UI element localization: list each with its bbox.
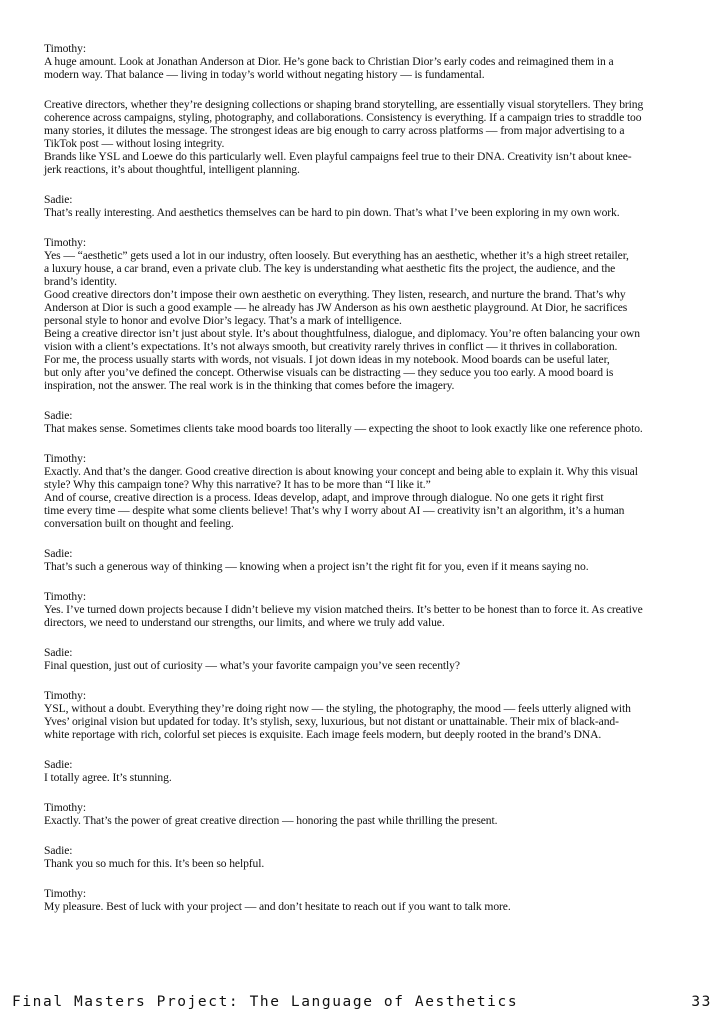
dialogue-line: Brands like YSL and Loewe do this particularly well. Even playful campaigns feel true to their DNA. Creativity isn’t about knee- xyxy=(44,150,632,163)
speaker-label: Sadie: xyxy=(44,409,73,422)
dialogue-line: Anderson at Dior is such a good example — he already has JW Anderson as his own aesthetic playground. At Dior, he sacrifices xyxy=(44,301,628,314)
speaker-label: Timothy: xyxy=(44,887,86,900)
dialogue-line: style? Why this campaign tone? Why this narrative? It has to be more than “I like it.” xyxy=(44,478,431,491)
dialogue-line: My pleasure. Best of luck with your project — and don’t hesitate to reach out if you want to talk more. xyxy=(44,900,511,913)
dialogue-line: inspiration, not the answer. The real work is in the thinking that comes before the imagery. xyxy=(44,379,455,392)
dialogue-block xyxy=(44,689,692,741)
dialogue-block xyxy=(44,801,692,827)
dialogue-block xyxy=(44,590,692,629)
speaker-label: Sadie: xyxy=(44,193,73,206)
dialogue-line: Good creative directors don’t impose their own aesthetic on everything. They listen, research, and nurture the brand. That’s why xyxy=(44,288,626,301)
footer-title: Final Masters Project: The Language of Aesthetics xyxy=(12,994,519,1010)
dialogue-line: jerk reactions, it’s about thoughtful, intelligent planning. xyxy=(44,163,300,176)
dialogue-line: And of course, creative direction is a process. Ideas develop, adapt, and improve through dialogue. No one gets it right first xyxy=(44,491,604,504)
dialogue-block xyxy=(44,844,692,870)
dialogue-line: coherence across campaigns, styling, photography, and collaborations. Consistency is everything. If a campaign tries to straddle too xyxy=(44,111,642,124)
dialogue-block xyxy=(44,887,692,913)
dialogue-line: Exactly. That’s the power of great creative direction — honoring the past while thrilling the present. xyxy=(44,814,498,827)
dialogue-line: I totally agree. It’s stunning. xyxy=(44,771,172,784)
dialogue-line: That’s really interesting. And aesthetics themselves can be hard to pin down. That’s what I’ve been exploring in my own work. xyxy=(44,206,620,219)
dialogue-line: Yves’ original vision but updated for today. It’s stylish, sexy, luxurious, but not distant or unattainable. Their mix of black-and- xyxy=(44,715,619,728)
speaker-label: Timothy: xyxy=(44,801,86,814)
dialogue-block xyxy=(44,98,692,176)
dialogue-line: personal style to honor and evolve Dior’s legacy. That’s a mark of intelligence. xyxy=(44,314,402,327)
dialogue-line: That’s such a generous way of thinking — knowing when a project isn’t the right fit for you, even if it means saying no. xyxy=(44,560,589,573)
dialogue-line: Creative directors, whether they’re designing collections or shaping brand storytelling, are essentially visual storytellers. They bring xyxy=(44,98,644,111)
interview-transcript xyxy=(44,42,692,930)
dialogue-line: Thank you so much for this. It’s been so helpful. xyxy=(44,857,265,870)
dialogue-block xyxy=(44,409,692,435)
dialogue-line: white reportage with rich, colorful set pieces is exquisite. Each image feels modern, but deeply rooted in the brand’s DNA. xyxy=(44,728,602,741)
speaker-label: Sadie: xyxy=(44,547,73,560)
dialogue-line: vision with a client’s expectations. It’s not always smooth, but creativity rarely thrives in conflict — it thrives in collaboration. xyxy=(44,340,618,353)
dialogue-line: but only after you’ve defined the concept. Otherwise visuals can be distracting — they seduce you too early. A mood board is xyxy=(44,366,614,379)
dialogue-line: Exactly. And that’s the danger. Good creative direction is about knowing your concept and being able to explain it. Why this visual xyxy=(44,465,638,478)
speaker-label: Sadie: xyxy=(44,844,73,857)
dialogue-block xyxy=(44,646,692,672)
dialogue-line: brand’s identity. xyxy=(44,275,117,288)
dialogue-line: many stories, it dilutes the message. The strongest ideas are big enough to carry across platforms — from major advertising to a xyxy=(44,124,625,137)
dialogue-line: For me, the process usually starts with words, not visuals. I jot down ideas in my notebook. Mood boards can be useful later, xyxy=(44,353,610,366)
dialogue-line: TikTok post — without losing integrity. xyxy=(44,137,225,150)
dialogue-line: time every time — despite what some clients believe! That’s why I worry about AI — creativity isn’t an algorithm, it’s a human xyxy=(44,504,625,517)
dialogue-line: Yes. I’ve turned down projects because I didn’t believe my vision matched theirs. It’s better to be honest than to force it. As creative xyxy=(44,603,643,616)
dialogue-line: YSL, without a doubt. Everything they’re doing right now — the styling, the photography, the mood — feels utterly aligned with xyxy=(44,702,631,715)
speaker-label: Sadie: xyxy=(44,646,73,659)
speaker-label: Timothy: xyxy=(44,452,86,465)
dialogue-block xyxy=(44,547,692,573)
dialogue-line: conversation built on thought and feeling. xyxy=(44,517,234,530)
speaker-label: Timothy: xyxy=(44,689,86,702)
speaker-label: Timothy: xyxy=(44,590,86,603)
dialogue-line: Being a creative director isn’t just about style. It’s about thoughtfulness, dialogue, and diplomacy. You’re often balancing your own xyxy=(44,327,640,340)
dialogue-line: A huge amount. Look at Jonathan Anderson at Dior. He’s gone back to Christian Dior’s early codes and reimagined them in a xyxy=(44,55,614,68)
dialogue-block xyxy=(44,42,692,81)
page-footer xyxy=(12,994,712,1014)
dialogue-line: That makes sense. Sometimes clients take mood boards too literally — expecting the shoot to look exactly like one reference photo. xyxy=(44,422,643,435)
page-number: 33 xyxy=(691,994,712,1010)
dialogue-block xyxy=(44,236,692,392)
speaker-label: Sadie: xyxy=(44,758,73,771)
dialogue-block xyxy=(44,758,692,784)
dialogue-line: modern way. That balance — living in today’s world without negating history — is fundamental. xyxy=(44,68,485,81)
speaker-label: Timothy: xyxy=(44,42,86,55)
dialogue-line: Final question, just out of curiosity — what’s your favorite campaign you’ve seen recently? xyxy=(44,659,460,672)
dialogue-block xyxy=(44,452,692,530)
dialogue-line: a luxury house, a car brand, even a private club. The key is understanding what aesthetic fits the project, the audience, and the xyxy=(44,262,616,275)
dialogue-block xyxy=(44,193,692,219)
dialogue-line: Yes — “aesthetic” gets used a lot in our industry, often loosely. But everything has an aesthetic, whether it’s a high street retailer, xyxy=(44,249,629,262)
dialogue-line: directors, we need to understand our strengths, our limits, and where we truly add value. xyxy=(44,616,445,629)
speaker-label: Timothy: xyxy=(44,236,86,249)
